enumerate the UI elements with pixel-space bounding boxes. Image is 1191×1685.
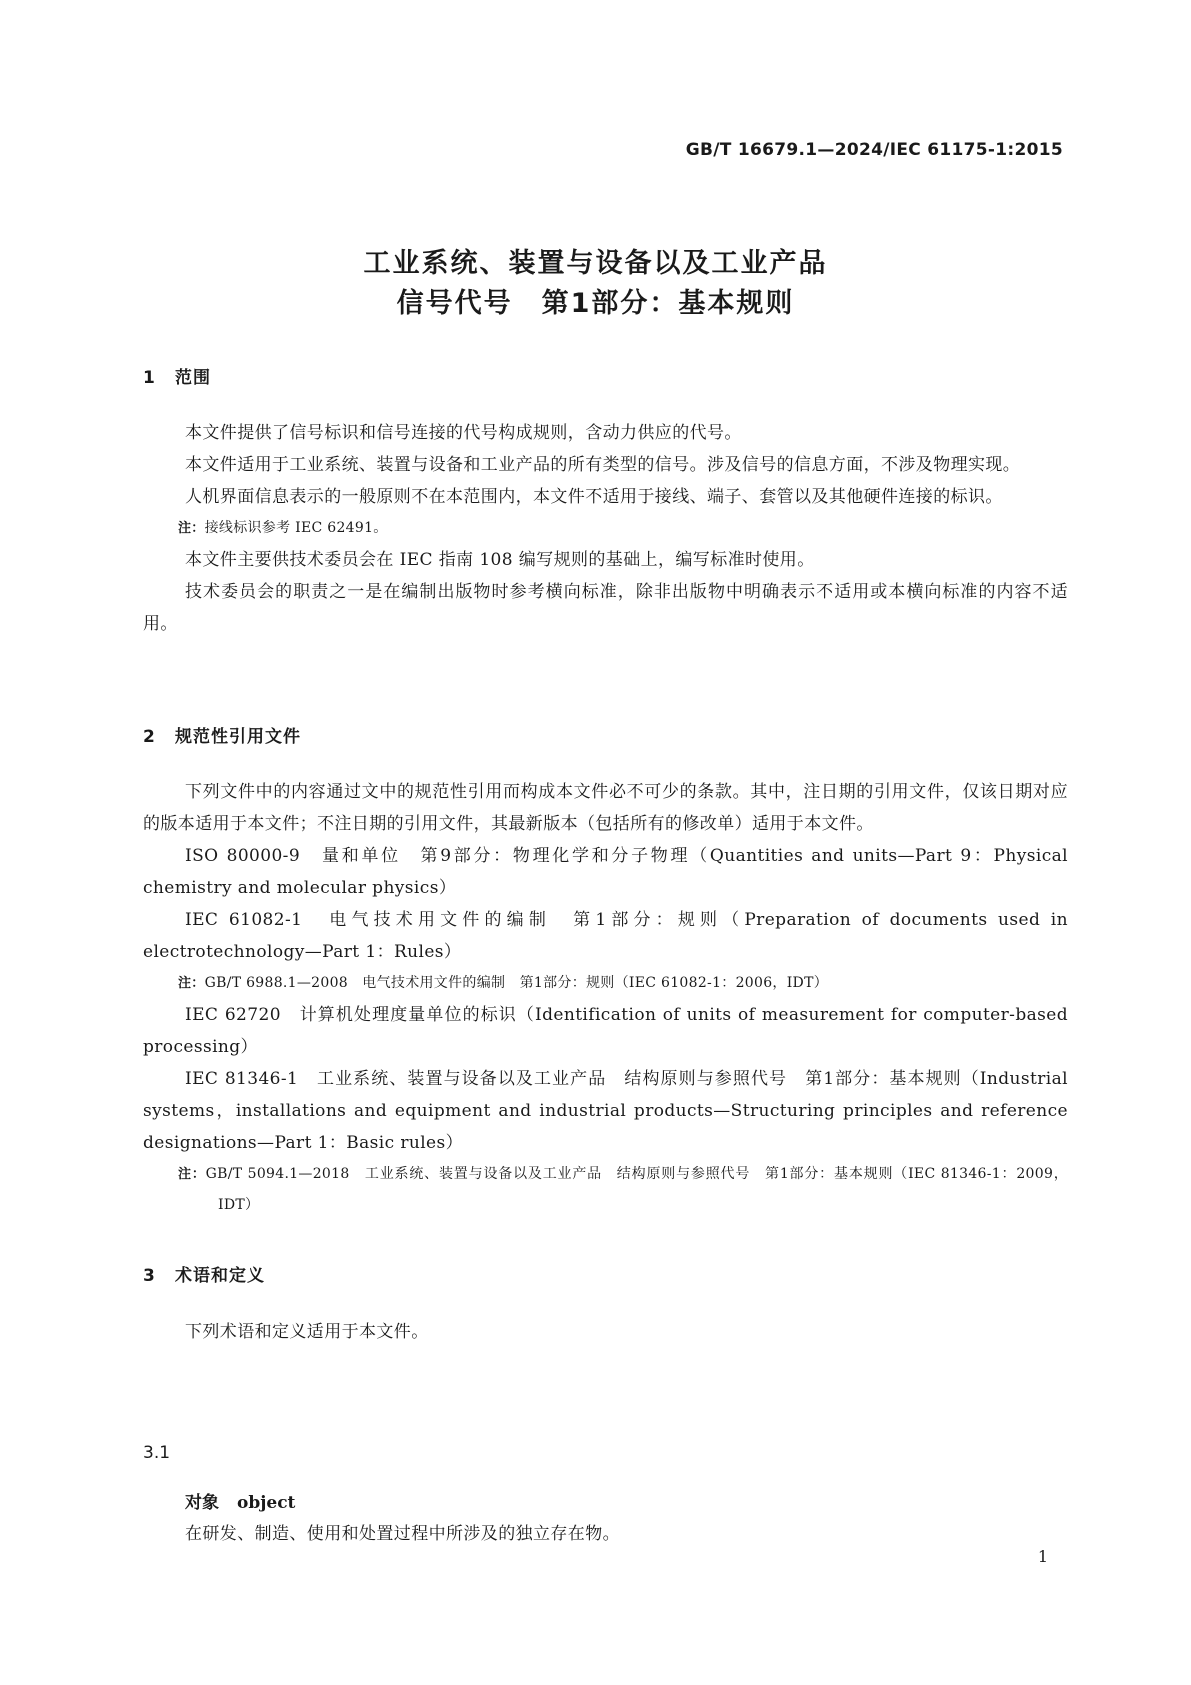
section-title: 范围 <box>175 368 211 388</box>
term-number: 3.1 <box>143 1443 171 1463</box>
note <box>178 513 1068 544</box>
paragraph: 本文件主要供技术委员会在 IEC 指南 108 编写规则的基础上，编写标准时使用。 <box>185 550 815 570</box>
paragraph: 技术委员会的职责之一是在编制出版物时参考横向标准，除非出版物中明确表示不适用或本横向标准的内容不适用。 <box>143 582 1068 634</box>
section-3-heading <box>143 1261 265 1286</box>
term-english: object <box>237 1493 296 1513</box>
reference-item: IEC 62720 计算机处理度量单位的标识（Identification of units of measurement for computer-based processing） <box>143 1005 1068 1057</box>
note-label: 注： <box>178 976 205 991</box>
document-title <box>0 244 1191 324</box>
note <box>143 1159 1068 1220</box>
section-2-heading <box>143 722 301 747</box>
term-chinese: 对象 <box>185 1493 219 1513</box>
section-2-body <box>143 776 1068 1220</box>
reference-item: IEC 81346-1 工业系统、装置与设备以及工业产品 结构原则与参照代号 第1部分：基本规则（Industrial systems，installations and equipment and industrial products—Structuring principles and reference designations—Part 1：Basic rules） <box>143 1069 1068 1153</box>
title-line-1: 工业系统、装置与设备以及工业产品 <box>363 248 828 279</box>
section-1-heading <box>143 363 211 388</box>
paragraph: 本文件适用于工业系统、装置与设备和工业产品的所有类型的信号。涉及信号的信息方面，不涉及物理实现。 <box>185 455 1021 475</box>
note-text: GB/T 6988.1—2008 电气技术用文件的编制 第1部分：规则（IEC 61082-1：2006，IDT） <box>204 975 829 991</box>
section-title: 规范性引用文件 <box>175 727 301 747</box>
note-text: GB/T 5094.1—2018 工业系统、装置与设备以及工业产品 结构原则与参照代号 第1部分：基本规则（IEC 81346-1：2009，IDT） <box>205 1166 1068 1213</box>
paragraph: 下列文件中的内容通过文中的规范性引用而构成本文件必不可少的条款。其中，注日期的引用文件，仅该日期对应的版本适用于本文件；不注日期的引用文件，其最新版本（包括所有的修改单）适用于本文件。 <box>143 782 1068 834</box>
paragraph: 下列术语和定义适用于本文件。 <box>185 1322 429 1342</box>
page-number: 1 <box>1037 1547 1048 1566</box>
note-label: 注： <box>178 1167 206 1182</box>
paragraph: 人机界面信息表示的一般原则不在本范围内，本文件不适用于接线、端子、套管以及其他硬件连接的标识。 <box>185 487 1003 507</box>
reference-item: IEC 61082-1 电气技术用文件的编制 第1部分：规则（Preparation of documents used in electrotechnology—Part 1：Rules） <box>143 910 1068 962</box>
term-name <box>185 1488 295 1513</box>
section-3-body <box>143 1316 1068 1348</box>
term-definition: 在研发、制造、使用和处置过程中所涉及的独立存在物。 <box>185 1524 620 1544</box>
section-number: 3 <box>143 1266 156 1286</box>
section-title: 术语和定义 <box>175 1266 265 1286</box>
section-number: 1 <box>143 368 156 388</box>
section-number: 2 <box>143 727 156 747</box>
reference-item: ISO 80000-9 量和单位 第9部分：物理化学和分子物理（Quantities and units—Part 9：Physical chemistry and molecular physics） <box>143 846 1068 898</box>
section-1-body <box>143 417 1068 640</box>
note-text: 接线标识参考 IEC 62491。 <box>204 520 388 536</box>
paragraph: 本文件提供了信号标识和信号连接的代号构成规则，含动力供应的代号。 <box>185 423 742 443</box>
standard-code: GB/T 16679.1—2024/IEC 61175-1:2015 <box>685 140 1063 160</box>
note-label: 注： <box>178 521 205 536</box>
title-line-2: 信号代号 第1部分：基本规则 <box>396 288 795 319</box>
note <box>178 968 1068 999</box>
